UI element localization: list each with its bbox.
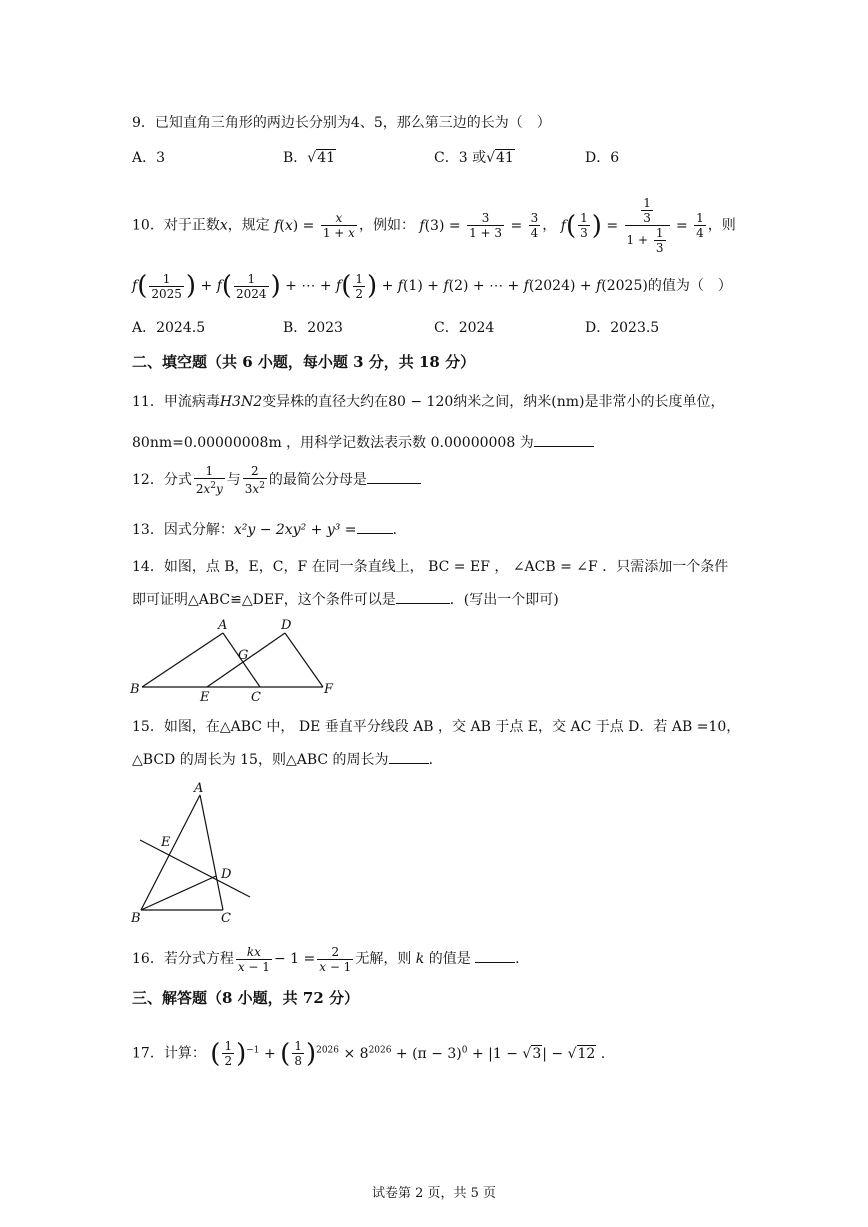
q16-fraction-1: $\frac{kx}{x - 1}$ xyxy=(237,944,270,974)
q15-line-ac xyxy=(200,795,223,910)
q9-option-b-label: B． xyxy=(283,150,308,166)
q10-intro: 10．对于正数 xyxy=(132,217,220,234)
q10-line2 xyxy=(132,266,732,306)
q17-expression: ( $\frac{1}{2}$ )$^{-1}$ + ( $\frac{1}{8}$ )$^{2026} \times 8^{2026} + (\pi - 3)^0 + |1 - √3| - √12$ . xyxy=(210,1038,606,1069)
q10-var-x: x xyxy=(219,217,228,234)
q12-intro: 12．分式 xyxy=(132,472,192,488)
q13-period: . xyxy=(392,522,397,538)
q14-hint: ．(写出一个即可) xyxy=(449,592,559,608)
q12-fraction-2: $\frac{2}{3x^2}$ xyxy=(244,464,265,496)
q14-line-ba xyxy=(142,633,223,687)
q14-text: 即可证明△ABC≌△DEF，这个条件可以是 xyxy=(132,592,396,608)
q11-text2: 纳米之间，纳米 xyxy=(453,394,552,410)
q17-intro: 17．计算： xyxy=(132,1045,206,1062)
q14-answer-blank[interactable] xyxy=(396,603,450,604)
q11-answer-blank[interactable] xyxy=(534,446,594,447)
q9-option-a: A．3 xyxy=(132,150,166,166)
q14-line-df xyxy=(285,633,323,687)
q16-var-k: k xyxy=(415,951,425,967)
q13-intro: 13．因式分解： xyxy=(132,522,234,538)
q16-answer-blank[interactable] xyxy=(475,962,515,963)
q15-figure xyxy=(125,780,260,930)
q11-text3: 是非常小的长度单位， xyxy=(584,394,725,410)
q10-example-2: f( $\frac{1}{3}$ ) = $\frac{1}{3}$ 1 + $\frac{1}{3}$ = $\frac{1}{4}$ xyxy=(560,196,704,255)
q11-line2 xyxy=(132,433,594,453)
q16-no-solution: 无解，则 xyxy=(355,951,412,967)
q10-option-b: B．2023 xyxy=(283,320,343,336)
q15-text: △BCD 的周长为 15，则△ABC 的周长为 xyxy=(132,752,389,768)
q14-line2 xyxy=(132,590,559,610)
q15-answer-blank[interactable] xyxy=(389,763,429,764)
q12-and: 与 xyxy=(226,472,241,488)
q14-label-b: B xyxy=(130,682,140,697)
q11-text1: 变异株的直径大约在 xyxy=(262,394,389,410)
q13-line xyxy=(132,520,397,540)
q15-period: . xyxy=(428,752,434,768)
q10-sep: ， xyxy=(542,217,557,234)
q12-question: 的最简公分母是 xyxy=(268,472,367,488)
page-footer: 试卷第 2 页，共 5 页 xyxy=(371,1186,497,1201)
q15-line-ba xyxy=(141,795,200,910)
q15-label-d: D xyxy=(221,867,232,882)
q10-question: 的值为（ ） xyxy=(647,278,732,294)
q15-line-de xyxy=(140,840,250,897)
q9-option-b: B．√41 xyxy=(283,150,336,166)
section-3-heading: 三、解答题（8 小题，共 72 分） xyxy=(132,989,359,1007)
q10-def-formula: f(x) = $\frac{x}{1 + x}$ xyxy=(274,211,355,240)
q15-line-bd xyxy=(141,876,216,910)
q14-label-f: F xyxy=(324,682,334,697)
q14-label-d: D xyxy=(281,618,292,633)
q9-stem: 9．已知直角三角形的两边长分别为4、5，那么第三边的长为（ ） xyxy=(132,115,551,131)
q12-line xyxy=(132,462,421,498)
q14-label-e: E xyxy=(200,690,210,705)
q15-label-a: A xyxy=(194,781,204,796)
q10-option-d: D．2023.5 xyxy=(585,320,660,336)
q15-label-e: E xyxy=(161,835,171,850)
q10-define: ，规定 xyxy=(227,217,270,234)
q15-label-c: C xyxy=(221,911,231,926)
q12-answer-blank[interactable] xyxy=(367,483,421,484)
q14-line1: 14．如图，点 B，E，C，F 在同一条直线上， BC = EF ， ∠ACB = ∠F ．只需添加一个条件 xyxy=(132,559,729,575)
q11-text4: 80nm=0.00000008m ，用科学记数法表示数 0.00000008 为 xyxy=(132,435,534,451)
q11-range: 80 − 120 xyxy=(388,394,454,410)
q10-sum-expression: f( $\frac{1}{2025}$ ) + f( $\frac{1}{2024}$ ) + ⋯ + f( $\frac{1}{2}$ ) + f(1) + f(2) + ⋯ + f(2024) + f(2025) xyxy=(132,271,648,301)
q14-label-g: G xyxy=(238,648,249,663)
q14-figure xyxy=(125,615,355,705)
q11-virus: H3N2 xyxy=(219,394,263,410)
q9-option-d: D．6 xyxy=(585,150,620,166)
q16-question: 的值是 xyxy=(428,951,471,967)
q10-example: ，例如： xyxy=(358,217,415,234)
q9-option-b-radicand: 41 xyxy=(317,150,336,166)
q10-line1 xyxy=(132,196,736,255)
q12-fraction-1: $\frac{1}{2x^2y}$ xyxy=(195,464,223,496)
q9-option-c-radicand: 41 xyxy=(496,150,514,166)
q17-line xyxy=(132,1030,605,1074)
q10-example-1: f(3) = $\frac{3}{1 + 3}$ = $\frac{3}{4}$ xyxy=(419,211,539,240)
q11-line1 xyxy=(132,392,725,412)
q16-line xyxy=(132,941,520,977)
q11-intro: 11．甲流病毒 xyxy=(132,394,220,410)
q16-fraction-2: $\frac{2}{x - 1}$ xyxy=(319,944,352,974)
q13-answer-blank[interactable] xyxy=(357,533,393,534)
q9-option-c: C．3 或√41 xyxy=(434,150,514,166)
q10-option-a: A．2024.5 xyxy=(132,320,206,336)
q10-then: ，则 xyxy=(707,217,736,234)
q11-unit: (nm) xyxy=(551,394,585,410)
q14-label-c: C xyxy=(251,690,261,705)
q16-period: . xyxy=(515,951,520,967)
q13-expression: x²y − 2xy² + y³ = xyxy=(233,522,357,538)
section-2-heading: 二、填空题（共 6 小题，每小题 3 分，共 18 分） xyxy=(132,353,476,371)
q16-intro: 16．若分式方程 xyxy=(132,951,234,967)
q10-option-c: C．2024 xyxy=(434,320,495,336)
q15-line2 xyxy=(132,750,433,770)
q16-minus-one: − 1 = xyxy=(273,951,316,967)
q15-line1: 15．如图，在△ABC 中， DE 垂直平分线段 AB ，交 AB 于点 E，交 AC 于点 D．若 AB =10， xyxy=(132,719,741,735)
q15-label-b: B xyxy=(131,911,141,926)
q9-option-c-label: C．3 或 xyxy=(434,150,487,166)
q14-label-a: A xyxy=(218,618,228,633)
